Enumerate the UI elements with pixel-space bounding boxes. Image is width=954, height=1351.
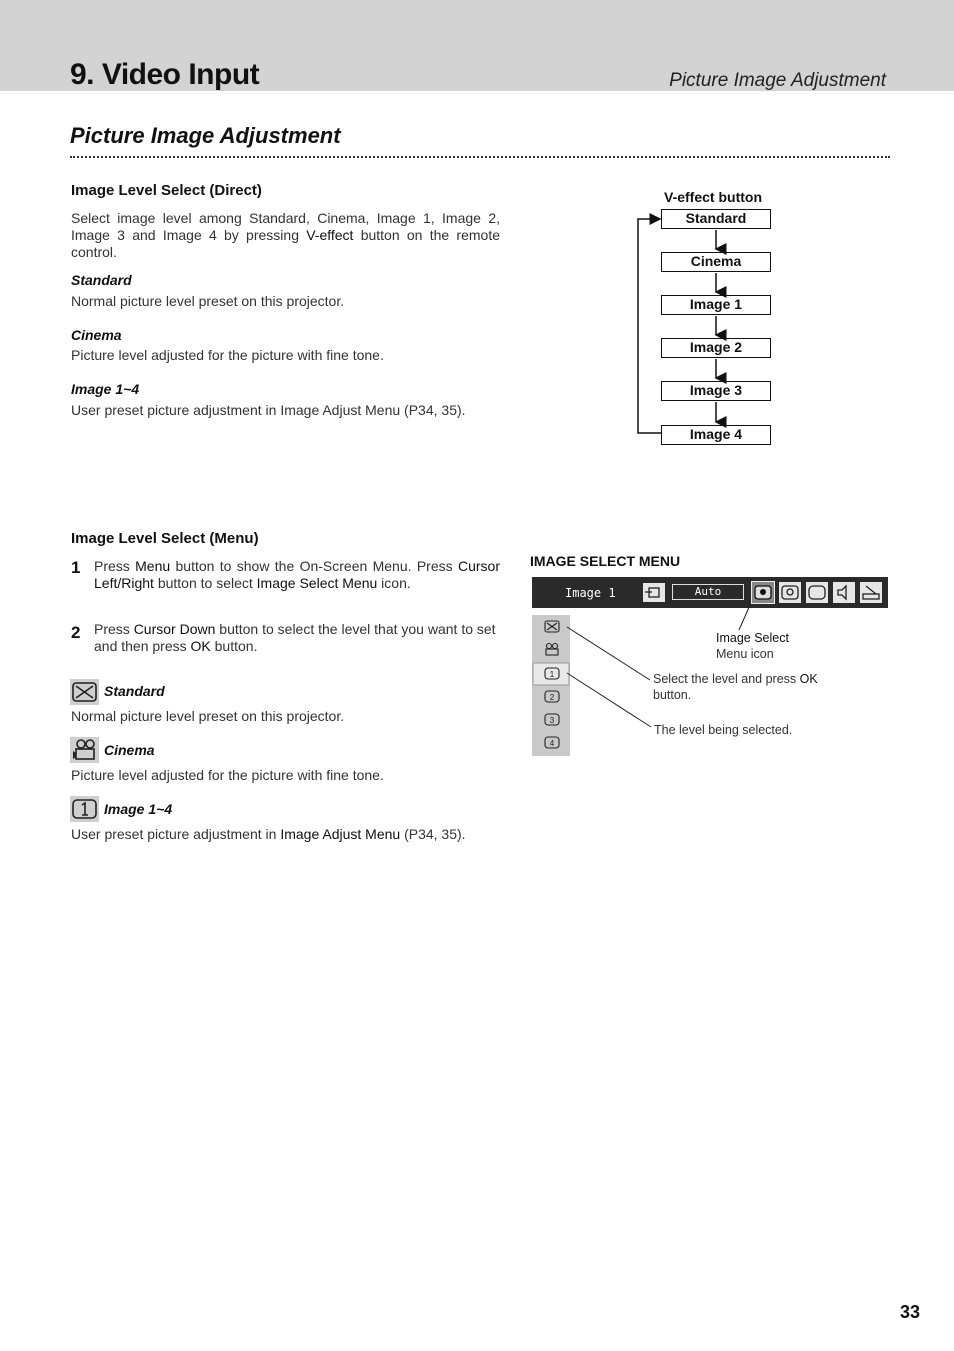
step-1-number: 1: [71, 558, 81, 577]
osd-heading: IMAGE SELECT MENU: [530, 553, 681, 569]
osd-bar-value: Auto: [672, 584, 744, 600]
cinema-icon: [70, 737, 99, 763]
menu-cinema-label: Cinema: [104, 742, 155, 758]
screen-icon: [806, 582, 828, 603]
menu-standard-desc: Normal picture level preset on this projector.: [71, 708, 345, 724]
osd-bar-label: Image 1: [565, 586, 616, 600]
chain-arrows: [630, 205, 790, 450]
setting-icon: [860, 582, 882, 603]
callout-icon: Image Select Menu icon: [716, 631, 789, 661]
menu-image-label: Image 1~4: [104, 801, 173, 817]
svg-text:1: 1: [549, 670, 555, 679]
page-number: 33: [899, 1302, 920, 1322]
chain-image-4: Image 4: [661, 425, 771, 445]
chain-image-2: Image 2: [661, 338, 771, 358]
section-title: Picture Image Adjustment: [70, 123, 341, 148]
chain-cinema: Cinema: [661, 252, 771, 272]
svg-text:2: 2: [549, 693, 555, 702]
direct-standard-desc: Normal picture level preset on this projector.: [71, 293, 345, 309]
chain-title: V-effect button: [664, 189, 762, 205]
menu-cinema-desc: Picture level adjusted for the picture with fine tone.: [71, 767, 384, 783]
header-subtitle: Picture Image Adjustment: [669, 70, 886, 91]
step-1-text: Press Menu button to show the On-Screen Menu. Press Cursor Left/Right button to select Image Select Menu icon.: [94, 558, 500, 591]
standard-icon: [70, 679, 99, 705]
direct-cinema-desc: Picture level adjusted for the picture with fine tone.: [71, 347, 384, 363]
svg-text:3: 3: [549, 716, 555, 725]
step-2-number: 2: [71, 623, 81, 642]
menu-standard-label: Standard: [104, 683, 165, 699]
direct-cinema-label: Cinema: [71, 327, 122, 343]
callout-select: Select the level and press OK button.: [653, 672, 818, 702]
step-2-text: Press Cursor Down button to select the level that you want to set and then press OK button.: [94, 621, 496, 654]
image-select-menu-icon: [751, 581, 775, 604]
svg-text:4: 4: [549, 739, 555, 748]
direct-intro: Select image level among Standard, Cinema, Image 1, Image 2, Image 3 and Image 4 by pressing V-effect button on the remote control.: [71, 210, 500, 260]
direct-image-desc: User preset picture adjustment in Image Adjust Menu (P34, 35).: [71, 402, 466, 418]
callout-line-icon: [735, 603, 755, 633]
direct-heading: Image Level Select (Direct): [71, 182, 262, 199]
dotted-divider: [70, 156, 890, 158]
sound-icon: [833, 582, 855, 603]
menu-image-desc: User preset picture adjustment in Image Adjust Menu (P34, 35).: [71, 826, 466, 842]
direct-image-label: Image 1~4: [71, 381, 140, 397]
chain-image-3: Image 3: [661, 381, 771, 401]
callout-selected: The level being selected.: [654, 723, 793, 737]
image-adjust-icon: [779, 582, 801, 603]
direct-standard-label: Standard: [71, 272, 132, 288]
chapter-title: 9. Video Input: [70, 58, 260, 91]
image-1-icon: [70, 796, 99, 822]
chain-image-1: Image 1: [661, 295, 771, 315]
chain-standard: Standard: [661, 209, 771, 229]
callout-lines: [560, 600, 680, 730]
menu-heading: Image Level Select (Menu): [71, 530, 259, 547]
